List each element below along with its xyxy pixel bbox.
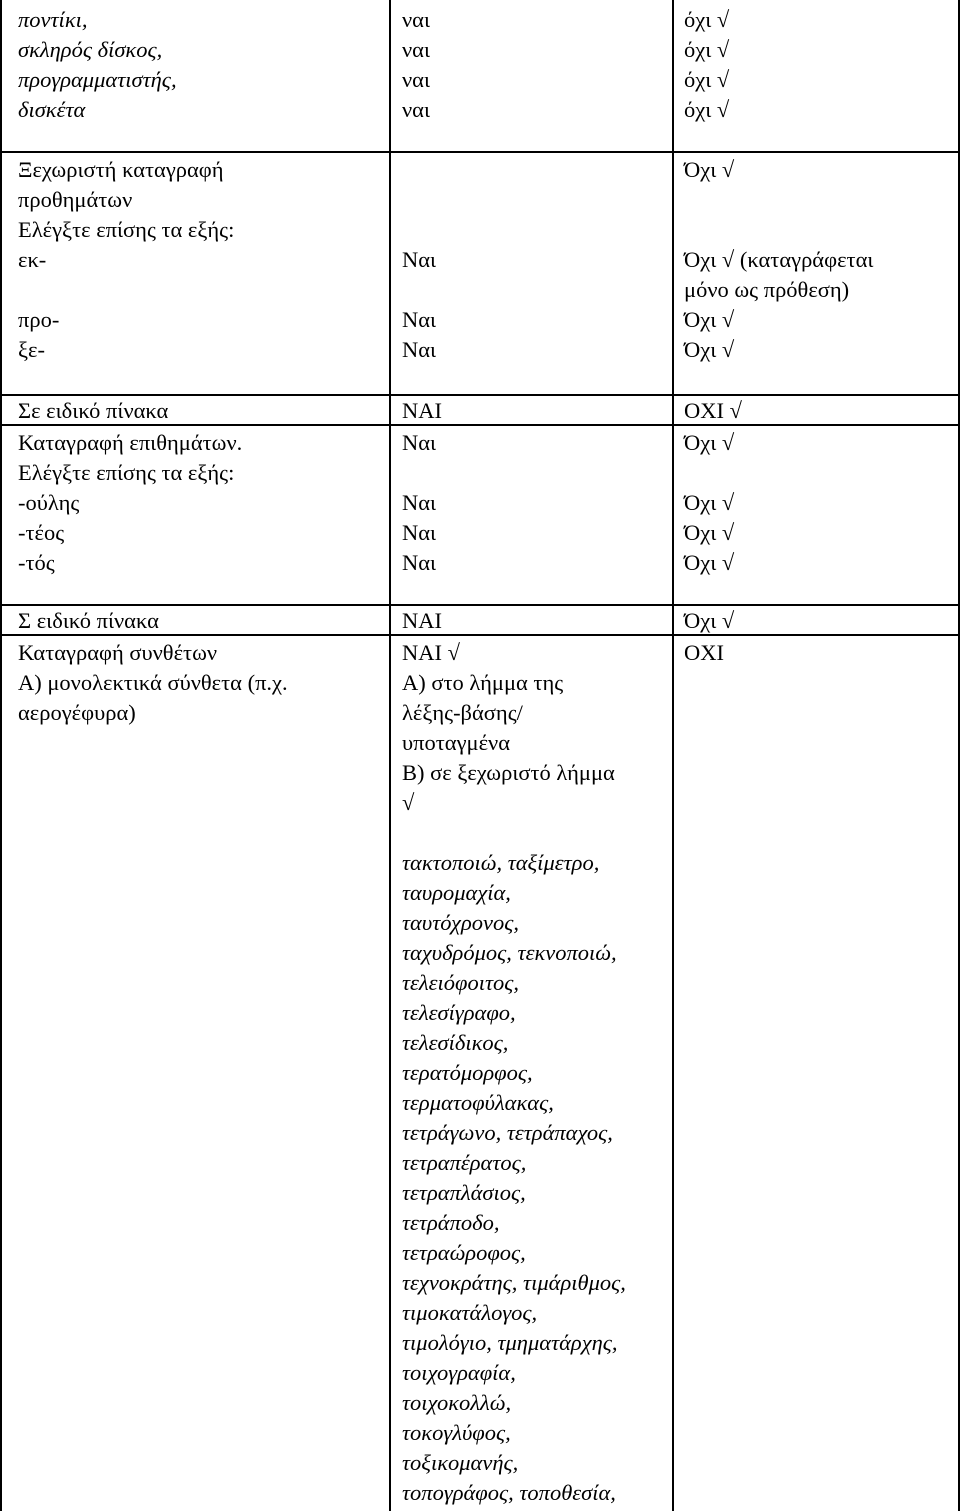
row3-col3-line: ΟΧΙ √ bbox=[684, 398, 742, 423]
row4-col2-line: Ναι bbox=[402, 490, 437, 515]
example-word-line: τοιχοκολλώ, bbox=[402, 1390, 512, 1415]
row2-col3-line: Όχι √ bbox=[684, 157, 735, 182]
row6-col2-line: √ bbox=[402, 790, 415, 815]
row2-col3-line: Όχι √ bbox=[684, 307, 735, 332]
row1-col3-line: όχι √ bbox=[684, 7, 730, 32]
row4-col1-line: Ελέγξτε επίσης τα εξής: bbox=[18, 460, 235, 485]
row2-col1-line: Ελέγξτε επίσης τα εξής: bbox=[18, 217, 235, 242]
row4-col2-line: Ναι bbox=[402, 520, 437, 545]
row2-col2-line bbox=[402, 185, 436, 215]
row1-col1-line: ποντίκι, bbox=[18, 7, 88, 32]
row6-col1-line: Α) μονολεκτικά σύνθετα (π.χ. bbox=[18, 670, 288, 695]
row2-col1-line: προ- bbox=[18, 307, 60, 332]
row2-col2-line bbox=[402, 215, 436, 245]
row4-col3-line: Όχι √ bbox=[684, 550, 735, 575]
example-word-line: τετράποδο, bbox=[402, 1210, 500, 1235]
row5-col3 bbox=[684, 606, 734, 636]
row3-col2 bbox=[402, 396, 442, 426]
row5-col2-line: ΝΑΙ bbox=[402, 608, 442, 633]
row2-col1-line: Ξεχωριστή καταγραφή bbox=[18, 157, 224, 182]
row4-col2-line bbox=[402, 458, 436, 488]
row2-col2-line bbox=[402, 155, 436, 185]
row5-col1-line: Σ ειδικό πίνακα bbox=[18, 608, 159, 633]
row6-col2-line: Α) στο λήμμα της bbox=[402, 670, 564, 695]
row1-col3 bbox=[684, 5, 729, 125]
example-word-line: τοξικομανής, bbox=[402, 1450, 519, 1475]
row1-col3-line: όχι √ bbox=[684, 67, 730, 92]
row2-col2-line bbox=[402, 275, 436, 305]
example-word-line: ταυρομαχία, bbox=[402, 880, 511, 905]
example-word-line: ταυτόχρονος, bbox=[402, 910, 519, 935]
example-word-line: τελεσίδικος, bbox=[402, 1030, 509, 1055]
example-word-line: τακτοποιώ, ταξίμετρο, bbox=[402, 850, 600, 875]
row4-col1-line: -ούλης bbox=[18, 490, 80, 515]
example-word-line: τερματοφύλακας, bbox=[402, 1090, 554, 1115]
row1-col3-line: όχι √ bbox=[684, 37, 730, 62]
row3-col1-line: Σε ειδικό πίνακα bbox=[18, 398, 169, 423]
example-word-line: τετραπέρατος, bbox=[402, 1150, 527, 1175]
example-word-line: τερατόμορφος, bbox=[402, 1060, 533, 1085]
column-divider-2 bbox=[672, 0, 674, 1511]
example-word-line: ταχυδρόμος, τεκνοποιώ, bbox=[402, 940, 617, 965]
example-word-line: τετραπλάσιος, bbox=[402, 1180, 526, 1205]
row2-col3-line bbox=[684, 185, 873, 215]
row6-col2-line: Β) σε ξεχωριστό λήμμα bbox=[402, 760, 615, 785]
example-word-line: τιμοκατάλογος, bbox=[402, 1300, 538, 1325]
row6-col2 bbox=[402, 638, 626, 1508]
row2-col2-line: Ναι bbox=[402, 247, 437, 272]
example-word-line: τεχνοκράτης, τιμάριθμος, bbox=[402, 1270, 626, 1295]
row1-col2-line: ναι bbox=[402, 37, 431, 62]
row2-col1 bbox=[18, 155, 234, 365]
row1-col2-line: ναι bbox=[402, 7, 431, 32]
row4-col3-line: Όχι √ bbox=[684, 490, 735, 515]
row5-col2 bbox=[402, 606, 442, 636]
row2-col3-line: Όχι √ (καταγράφεται bbox=[684, 247, 874, 272]
row2-col1-line: προθημάτων bbox=[18, 187, 133, 212]
row4-col2 bbox=[402, 428, 436, 578]
row6-col1-line: Καταγραφή συνθέτων bbox=[18, 640, 218, 665]
row6-col3-line: ΟΧΙ bbox=[684, 640, 724, 665]
row4-col3-line: Όχι √ bbox=[684, 430, 735, 455]
row2-col2-line: Ναι bbox=[402, 307, 437, 332]
row6-col2-line: ΝΑΙ √ bbox=[402, 640, 460, 665]
row2-col2 bbox=[402, 155, 436, 365]
row4-col1-line: Καταγραφή επιθημάτων. bbox=[18, 430, 243, 455]
row3-col2-line: ΝΑΙ bbox=[402, 398, 442, 423]
row-divider-1 bbox=[0, 151, 960, 153]
example-word-line: τοιχογραφία, bbox=[402, 1360, 516, 1385]
row6-col2-line: λέξης-βάσης/ bbox=[402, 700, 523, 725]
row2-col3-line: μόνο ως πρόθεση) bbox=[684, 277, 850, 302]
row4-col2-line: Ναι bbox=[402, 430, 437, 455]
row4-col3-line: Όχι √ bbox=[684, 520, 735, 545]
row2-col3 bbox=[684, 155, 873, 365]
row3-col1 bbox=[18, 396, 168, 426]
row6-col1 bbox=[18, 638, 288, 728]
example-word-line: τελεσίγραφο, bbox=[402, 1000, 516, 1025]
row1-col1-line: δισκέτα bbox=[18, 97, 86, 122]
row4-col1-line: -τός bbox=[18, 550, 55, 575]
row1-col1 bbox=[18, 5, 177, 125]
row2-col3-line bbox=[684, 215, 873, 245]
example-word-line: τιμολόγιο, τμηματάρχης, bbox=[402, 1330, 618, 1355]
row3-col3 bbox=[684, 396, 742, 426]
table-border-left bbox=[0, 0, 2, 1511]
row5-col3-line: Όχι √ bbox=[684, 608, 735, 633]
row5-col1 bbox=[18, 606, 159, 636]
row4-col3 bbox=[684, 428, 734, 578]
row1-col2 bbox=[402, 5, 430, 125]
example-word-line: τελειόφοιτος, bbox=[402, 970, 520, 995]
row1-col1-line: προγραμματιστής, bbox=[18, 67, 177, 92]
row4-col1 bbox=[18, 428, 242, 578]
row4-col1-line: -τέος bbox=[18, 520, 65, 545]
example-word-line: τετραώροφος, bbox=[402, 1240, 526, 1265]
row1-col3-line: όχι √ bbox=[684, 97, 730, 122]
example-word-line: τοπογράφος, τοποθεσία, bbox=[402, 1480, 616, 1505]
row4-col3-line bbox=[684, 458, 734, 488]
row2-col1-line: εκ- bbox=[18, 247, 47, 272]
row2-col1-line: ξε- bbox=[18, 337, 45, 362]
row1-col2-line: ναι bbox=[402, 67, 431, 92]
row6-col1-line: αερογέφυρα) bbox=[18, 700, 136, 725]
row2-col1-line bbox=[18, 275, 234, 305]
row4-col2-line: Ναι bbox=[402, 550, 437, 575]
row1-col1-line: σκληρός δίσκος, bbox=[18, 37, 163, 62]
row6-col3 bbox=[684, 638, 724, 668]
column-divider-1 bbox=[389, 0, 391, 1511]
row6-col2-line: υποταγμένα bbox=[402, 730, 510, 755]
row1-col2-line: ναι bbox=[402, 97, 431, 122]
example-word-line: τετράγωνο, τετράπαχος, bbox=[402, 1120, 613, 1145]
row2-col2-line: Ναι bbox=[402, 337, 437, 362]
row6-col2-line bbox=[402, 818, 626, 848]
row2-col3-line: Όχι √ bbox=[684, 337, 735, 362]
example-word-line: τοκογλύφος, bbox=[402, 1420, 511, 1445]
